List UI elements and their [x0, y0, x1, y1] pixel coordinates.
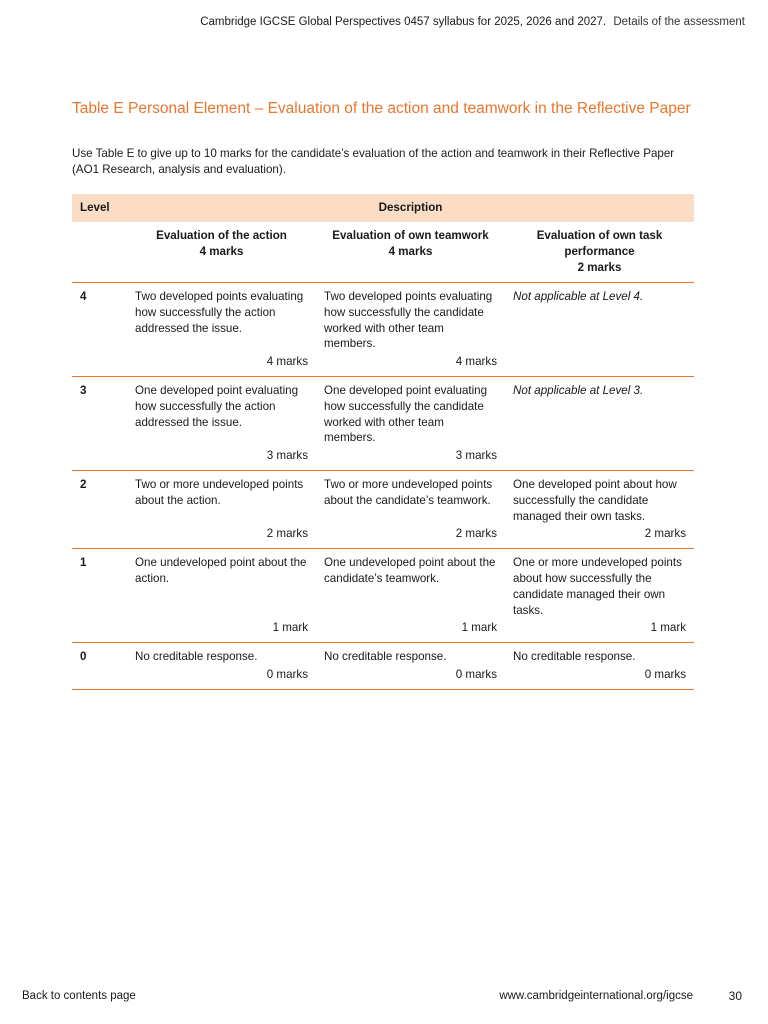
level-cell: 2: [72, 470, 127, 548]
running-header-title: Cambridge IGCSE Global Perspectives 0457 syllabus for 2025, 2026 and 2027.: [200, 16, 607, 28]
criteria-header: [316, 222, 505, 283]
descriptor-cell: [505, 470, 694, 548]
description-header: Description: [127, 194, 694, 222]
descriptor-marks: 1 mark: [272, 621, 308, 635]
descriptor-text: No creditable response.: [324, 650, 447, 664]
descriptor-marks: 1 mark: [461, 621, 497, 635]
descriptor-text: Two developed points evaluating how successfully the candidate worked with other team members.: [324, 290, 493, 351]
descriptor-text: One developed point evaluating how successfully the candidate worked with other team members.: [324, 383, 488, 445]
table-row: [72, 376, 694, 470]
descriptor-marks: 1 mark: [650, 621, 686, 635]
table-row: [72, 643, 694, 690]
criteria-header: [127, 222, 316, 283]
descriptor-cell: [505, 549, 694, 643]
marking-table: [72, 194, 694, 690]
descriptor-marks: 2 marks: [266, 527, 308, 541]
descriptor-cell: [505, 643, 694, 690]
page-number: 30: [728, 989, 742, 1003]
level-header: Level: [72, 194, 127, 222]
criteria-heading: Evaluation of the action: [156, 229, 287, 242]
descriptor-text: Two or more undeveloped points about the action.: [135, 477, 304, 507]
descriptor-cell: [316, 470, 505, 548]
level-cell: 1: [72, 549, 127, 643]
table-header-band: [72, 194, 694, 222]
descriptor-text: Not applicable at Level 4.: [513, 290, 644, 303]
descriptor-marks: 0 marks: [455, 667, 497, 681]
descriptor-text: One developed point evaluating how successfully the action addressed the issue.: [135, 383, 299, 429]
descriptor-cell: [127, 643, 316, 690]
table-row: [72, 470, 694, 548]
criteria-marks: 4 marks: [388, 244, 433, 258]
back-to-contents-link[interactable]: Back to contents page: [22, 990, 136, 1002]
criteria-marks: 2 marks: [577, 260, 622, 274]
descriptor-cell: [316, 376, 505, 470]
level-cell: 0: [72, 643, 127, 690]
descriptor-text: No creditable response.: [513, 650, 636, 664]
website-link[interactable]: www.cambridgeinternational.org/igcse: [499, 990, 693, 1002]
descriptor-cell: [127, 283, 316, 377]
descriptor-text: Two developed points evaluating how successfully the action addressed the issue.: [135, 290, 304, 335]
descriptor-marks: 4 marks: [266, 355, 308, 369]
running-header: [200, 16, 745, 28]
descriptor-marks: 0 marks: [644, 667, 686, 681]
descriptor-text: No creditable response.: [135, 650, 258, 664]
descriptor-cell: [127, 470, 316, 548]
descriptor-marks: 3 marks: [266, 449, 308, 463]
descriptor-cell: [505, 376, 694, 470]
descriptor-cell: [127, 376, 316, 470]
descriptor-marks: 3 marks: [455, 449, 497, 463]
descriptor-marks: 0 marks: [266, 667, 308, 681]
descriptor-cell: [127, 549, 316, 643]
criteria-heading: Evaluation of own teamwork: [332, 229, 489, 242]
descriptor-marks: 2 marks: [455, 527, 497, 541]
descriptor-cell: [316, 643, 505, 690]
descriptor-cell: [316, 283, 505, 377]
descriptor-marks: 4 marks: [455, 355, 497, 369]
table-title: Table E Personal Element – Evaluation of the action and teamwork in the Reflective Paper: [72, 100, 691, 117]
criteria-header-row: [72, 222, 694, 283]
descriptor-text: One undeveloped point about the candidate’s teamwork.: [324, 556, 496, 585]
intro-paragraph: Use Table E to give up to 10 marks for the candidate’s evaluation of the action and teamwork in their Reflective Paper (AO1 Research, analysis and evaluation).: [72, 147, 675, 176]
criteria-heading: Evaluation of own task performance: [536, 229, 663, 258]
criteria-marks: 4 marks: [199, 244, 244, 258]
table-row: [72, 283, 694, 377]
level-cell: 4: [72, 283, 127, 377]
descriptor-text: One developed point about how successfully the candidate managed their own tasks.: [513, 477, 677, 523]
descriptor-marks: 2 marks: [644, 527, 686, 541]
criteria-header: [505, 222, 694, 283]
criteria-header-empty: [72, 222, 127, 283]
table-row: [72, 549, 694, 643]
descriptor-cell: [316, 549, 505, 643]
descriptor-text: One undeveloped point about the action.: [135, 556, 307, 585]
level-cell: 3: [72, 376, 127, 470]
descriptor-text: Two or more undeveloped points about the candidate’s teamwork.: [324, 477, 493, 507]
descriptor-text: Not applicable at Level 3.: [513, 383, 644, 397]
descriptor-text: One or more undeveloped points about how successfully the candidate managed their own tasks.: [513, 556, 682, 617]
descriptor-cell: [505, 283, 694, 377]
running-header-section: Details of the assessment: [613, 16, 745, 28]
